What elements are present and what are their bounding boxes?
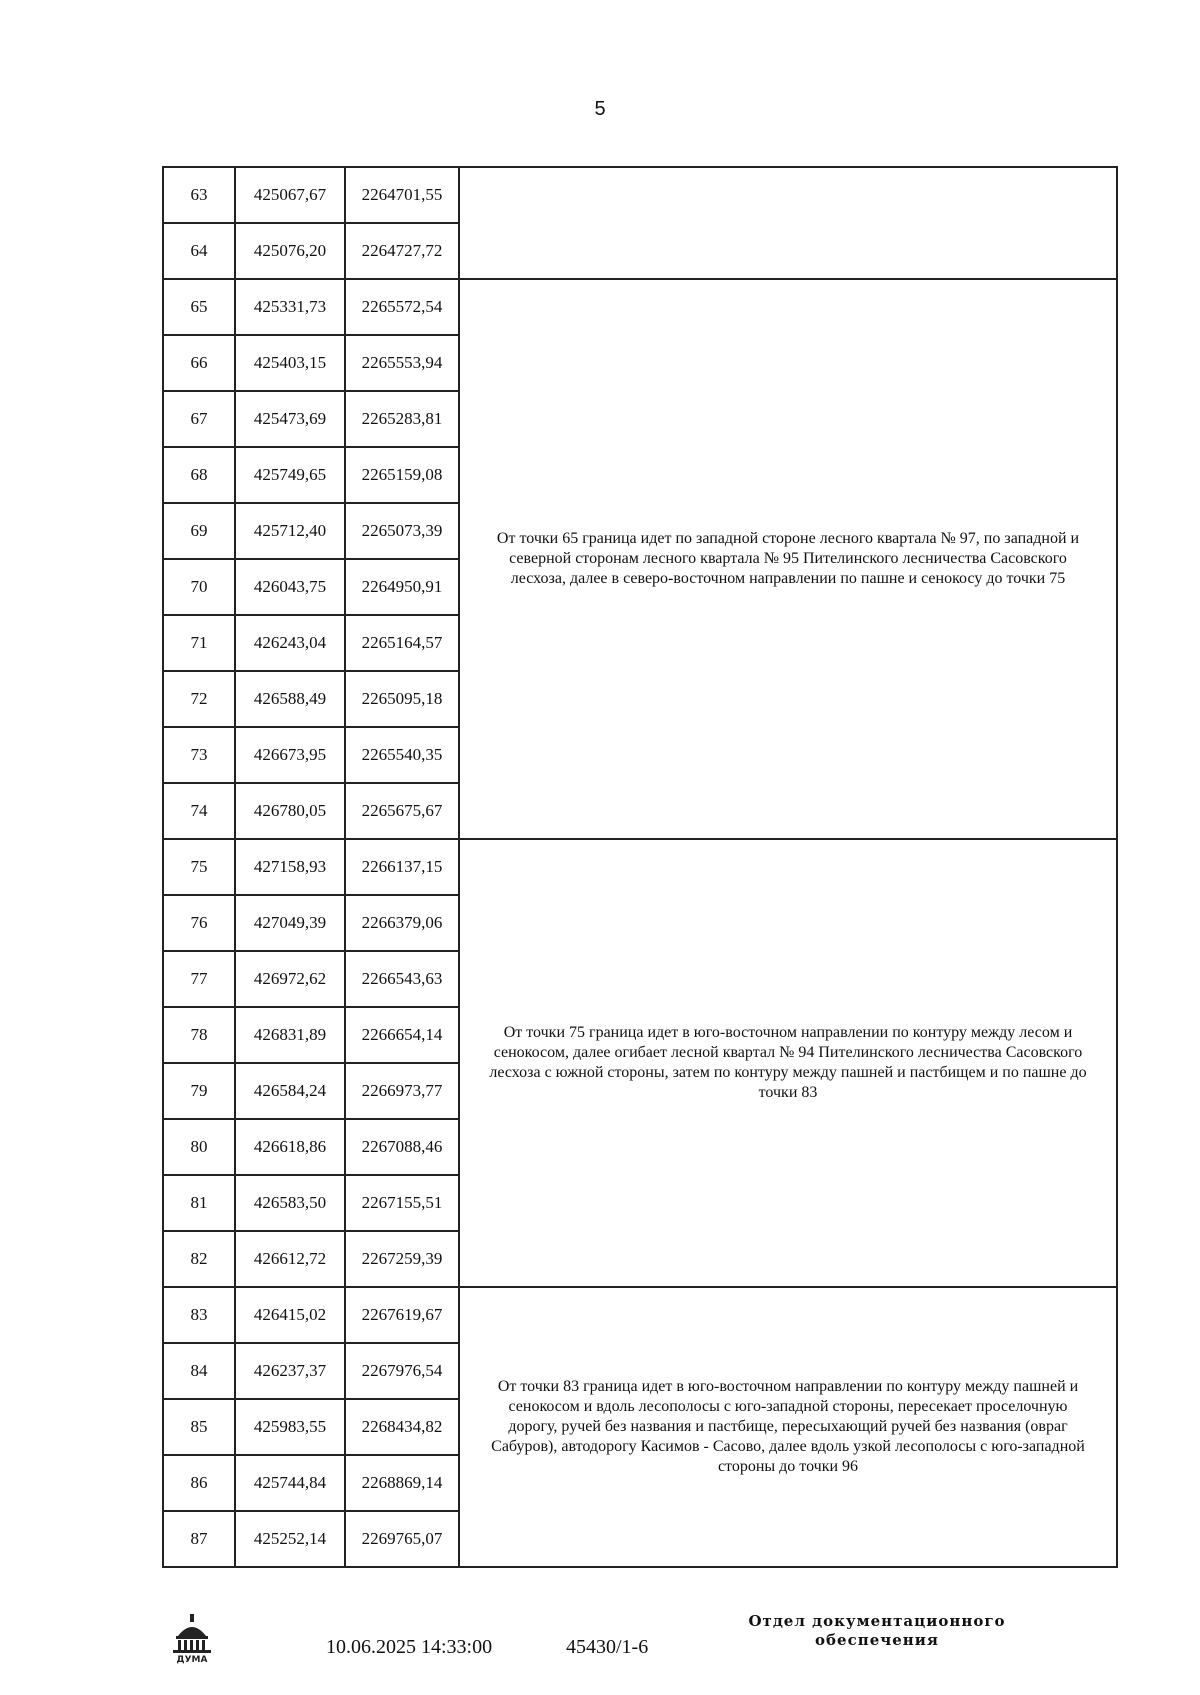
y-coordinate-cell: 2268434,82: [345, 1399, 459, 1455]
x-coordinate-cell: 426584,24: [235, 1063, 345, 1119]
point-number-cell: 71: [163, 615, 235, 671]
point-number-cell: 64: [163, 223, 235, 279]
x-coordinate-cell: 425252,14: [235, 1511, 345, 1567]
x-coordinate-cell: 426583,50: [235, 1175, 345, 1231]
x-coordinate-cell: 426415,02: [235, 1287, 345, 1343]
y-coordinate-cell: 2265283,81: [345, 391, 459, 447]
boundary-description-cell: От точки 83 граница идет в юго-восточном направлении по контуру между пашней и сенокосом и вдоль лесополосы с юго-западной стороны, пересекает проселочную дорогу, ручей без названия и пастбище, пересыхающий ручей без названия (овраг Сабуров), автодорогу Касимов - Сасово, далее вдоль узкой лесополосы с юго-западной стороны до точки 96: [459, 1287, 1117, 1567]
x-coordinate-cell: 425067,67: [235, 167, 345, 223]
y-coordinate-cell: 2267088,46: [345, 1119, 459, 1175]
point-number-cell: 75: [163, 839, 235, 895]
y-coordinate-cell: 2264701,55: [345, 167, 459, 223]
point-number-cell: 76: [163, 895, 235, 951]
x-coordinate-cell: 425473,69: [235, 391, 345, 447]
y-coordinate-cell: 2265553,94: [345, 335, 459, 391]
point-number-cell: 63: [163, 167, 235, 223]
footer-doc-number: 45430/1-6: [566, 1636, 649, 1658]
y-coordinate-cell: 2266137,15: [345, 839, 459, 895]
y-coordinate-cell: 2266654,14: [345, 1007, 459, 1063]
point-number-cell: 68: [163, 447, 235, 503]
x-coordinate-cell: 425983,55: [235, 1399, 345, 1455]
x-coordinate-cell: 425076,20: [235, 223, 345, 279]
point-number-cell: 72: [163, 671, 235, 727]
point-number-cell: 80: [163, 1119, 235, 1175]
point-number-cell: 73: [163, 727, 235, 783]
y-coordinate-cell: 2264727,72: [345, 223, 459, 279]
point-number-cell: 83: [163, 1287, 235, 1343]
table-row: [163, 1287, 1117, 1343]
x-coordinate-cell: 426588,49: [235, 671, 345, 727]
page-number: 5: [594, 98, 606, 120]
point-number-cell: 77: [163, 951, 235, 1007]
x-coordinate-cell: 426043,75: [235, 559, 345, 615]
x-coordinate-cell: 425403,15: [235, 335, 345, 391]
y-coordinate-cell: 2265572,54: [345, 279, 459, 335]
y-coordinate-cell: 2266543,63: [345, 951, 459, 1007]
department-line-1: Отдел документационного: [748, 1612, 1006, 1630]
y-coordinate-cell: 2265164,57: [345, 615, 459, 671]
department-line-2: обеспечения: [815, 1631, 939, 1649]
table-row: [163, 839, 1117, 895]
point-number-cell: 84: [163, 1343, 235, 1399]
x-coordinate-cell: 426237,37: [235, 1343, 345, 1399]
table-row: [163, 279, 1117, 335]
footer-department-stamp: [742, 1612, 1012, 1650]
x-coordinate-cell: 425744,84: [235, 1455, 345, 1511]
x-coordinate-cell: 426243,04: [235, 615, 345, 671]
y-coordinate-cell: 2264950,91: [345, 559, 459, 615]
point-number-cell: 66: [163, 335, 235, 391]
point-number-cell: 81: [163, 1175, 235, 1231]
point-number-cell: 65: [163, 279, 235, 335]
point-number-cell: 79: [163, 1063, 235, 1119]
duma-logo-text: ДУМА: [176, 1655, 208, 1664]
point-number-cell: 78: [163, 1007, 235, 1063]
y-coordinate-cell: 2267976,54: [345, 1343, 459, 1399]
x-coordinate-cell: 426618,86: [235, 1119, 345, 1175]
y-coordinate-cell: 2265540,35: [345, 727, 459, 783]
x-coordinate-cell: 426831,89: [235, 1007, 345, 1063]
coordinates-table: [162, 166, 1118, 1568]
x-coordinate-cell: 426612,72: [235, 1231, 345, 1287]
y-coordinate-cell: 2265095,18: [345, 671, 459, 727]
x-coordinate-cell: 425331,73: [235, 279, 345, 335]
point-number-cell: 82: [163, 1231, 235, 1287]
point-number-cell: 86: [163, 1455, 235, 1511]
point-number-cell: 74: [163, 783, 235, 839]
point-number-cell: 85: [163, 1399, 235, 1455]
y-coordinate-cell: 2266379,06: [345, 895, 459, 951]
footer-datetime: 10.06.2025 14:33:00: [326, 1636, 493, 1658]
x-coordinate-cell: 426972,62: [235, 951, 345, 1007]
y-coordinate-cell: 2267619,67: [345, 1287, 459, 1343]
table-row: [163, 167, 1117, 223]
point-number-cell: 69: [163, 503, 235, 559]
y-coordinate-cell: 2266973,77: [345, 1063, 459, 1119]
y-coordinate-cell: 2265073,39: [345, 503, 459, 559]
y-coordinate-cell: 2265675,67: [345, 783, 459, 839]
point-number-cell: 70: [163, 559, 235, 615]
y-coordinate-cell: 2265159,08: [345, 447, 459, 503]
x-coordinate-cell: 425712,40: [235, 503, 345, 559]
point-number-cell: 67: [163, 391, 235, 447]
y-coordinate-cell: 2267155,51: [345, 1175, 459, 1231]
y-coordinate-cell: 2267259,39: [345, 1231, 459, 1287]
boundary-description-cell: [459, 167, 1117, 279]
x-coordinate-cell: 426780,05: [235, 783, 345, 839]
point-number-cell: 87: [163, 1511, 235, 1567]
y-coordinate-cell: 2268869,14: [345, 1455, 459, 1511]
x-coordinate-cell: 427049,39: [235, 895, 345, 951]
x-coordinate-cell: 426673,95: [235, 727, 345, 783]
x-coordinate-cell: 425749,65: [235, 447, 345, 503]
boundary-description-cell: От точки 75 граница идет в юго-восточном направлении по контуру между лесом и сенокосом, далее огибает лесной квартал № 94 Пителинского лесничества Сасовского лесхоза с южной стороны, затем по контуру между пашней и пастбищем и по пашне до точки 83: [459, 839, 1117, 1287]
x-coordinate-cell: 427158,93: [235, 839, 345, 895]
boundary-description-cell: От точки 65 граница идет по западной стороне лесного квартала № 97, по западной и северной сторонам лесного квартала № 95 Пителинского лесничества Сасовского лесхоза, далее в северо-восточном направлении по пашне и сенокосу до точки 75: [459, 279, 1117, 839]
y-coordinate-cell: 2269765,07: [345, 1511, 459, 1567]
duma-logo: [170, 1612, 214, 1664]
